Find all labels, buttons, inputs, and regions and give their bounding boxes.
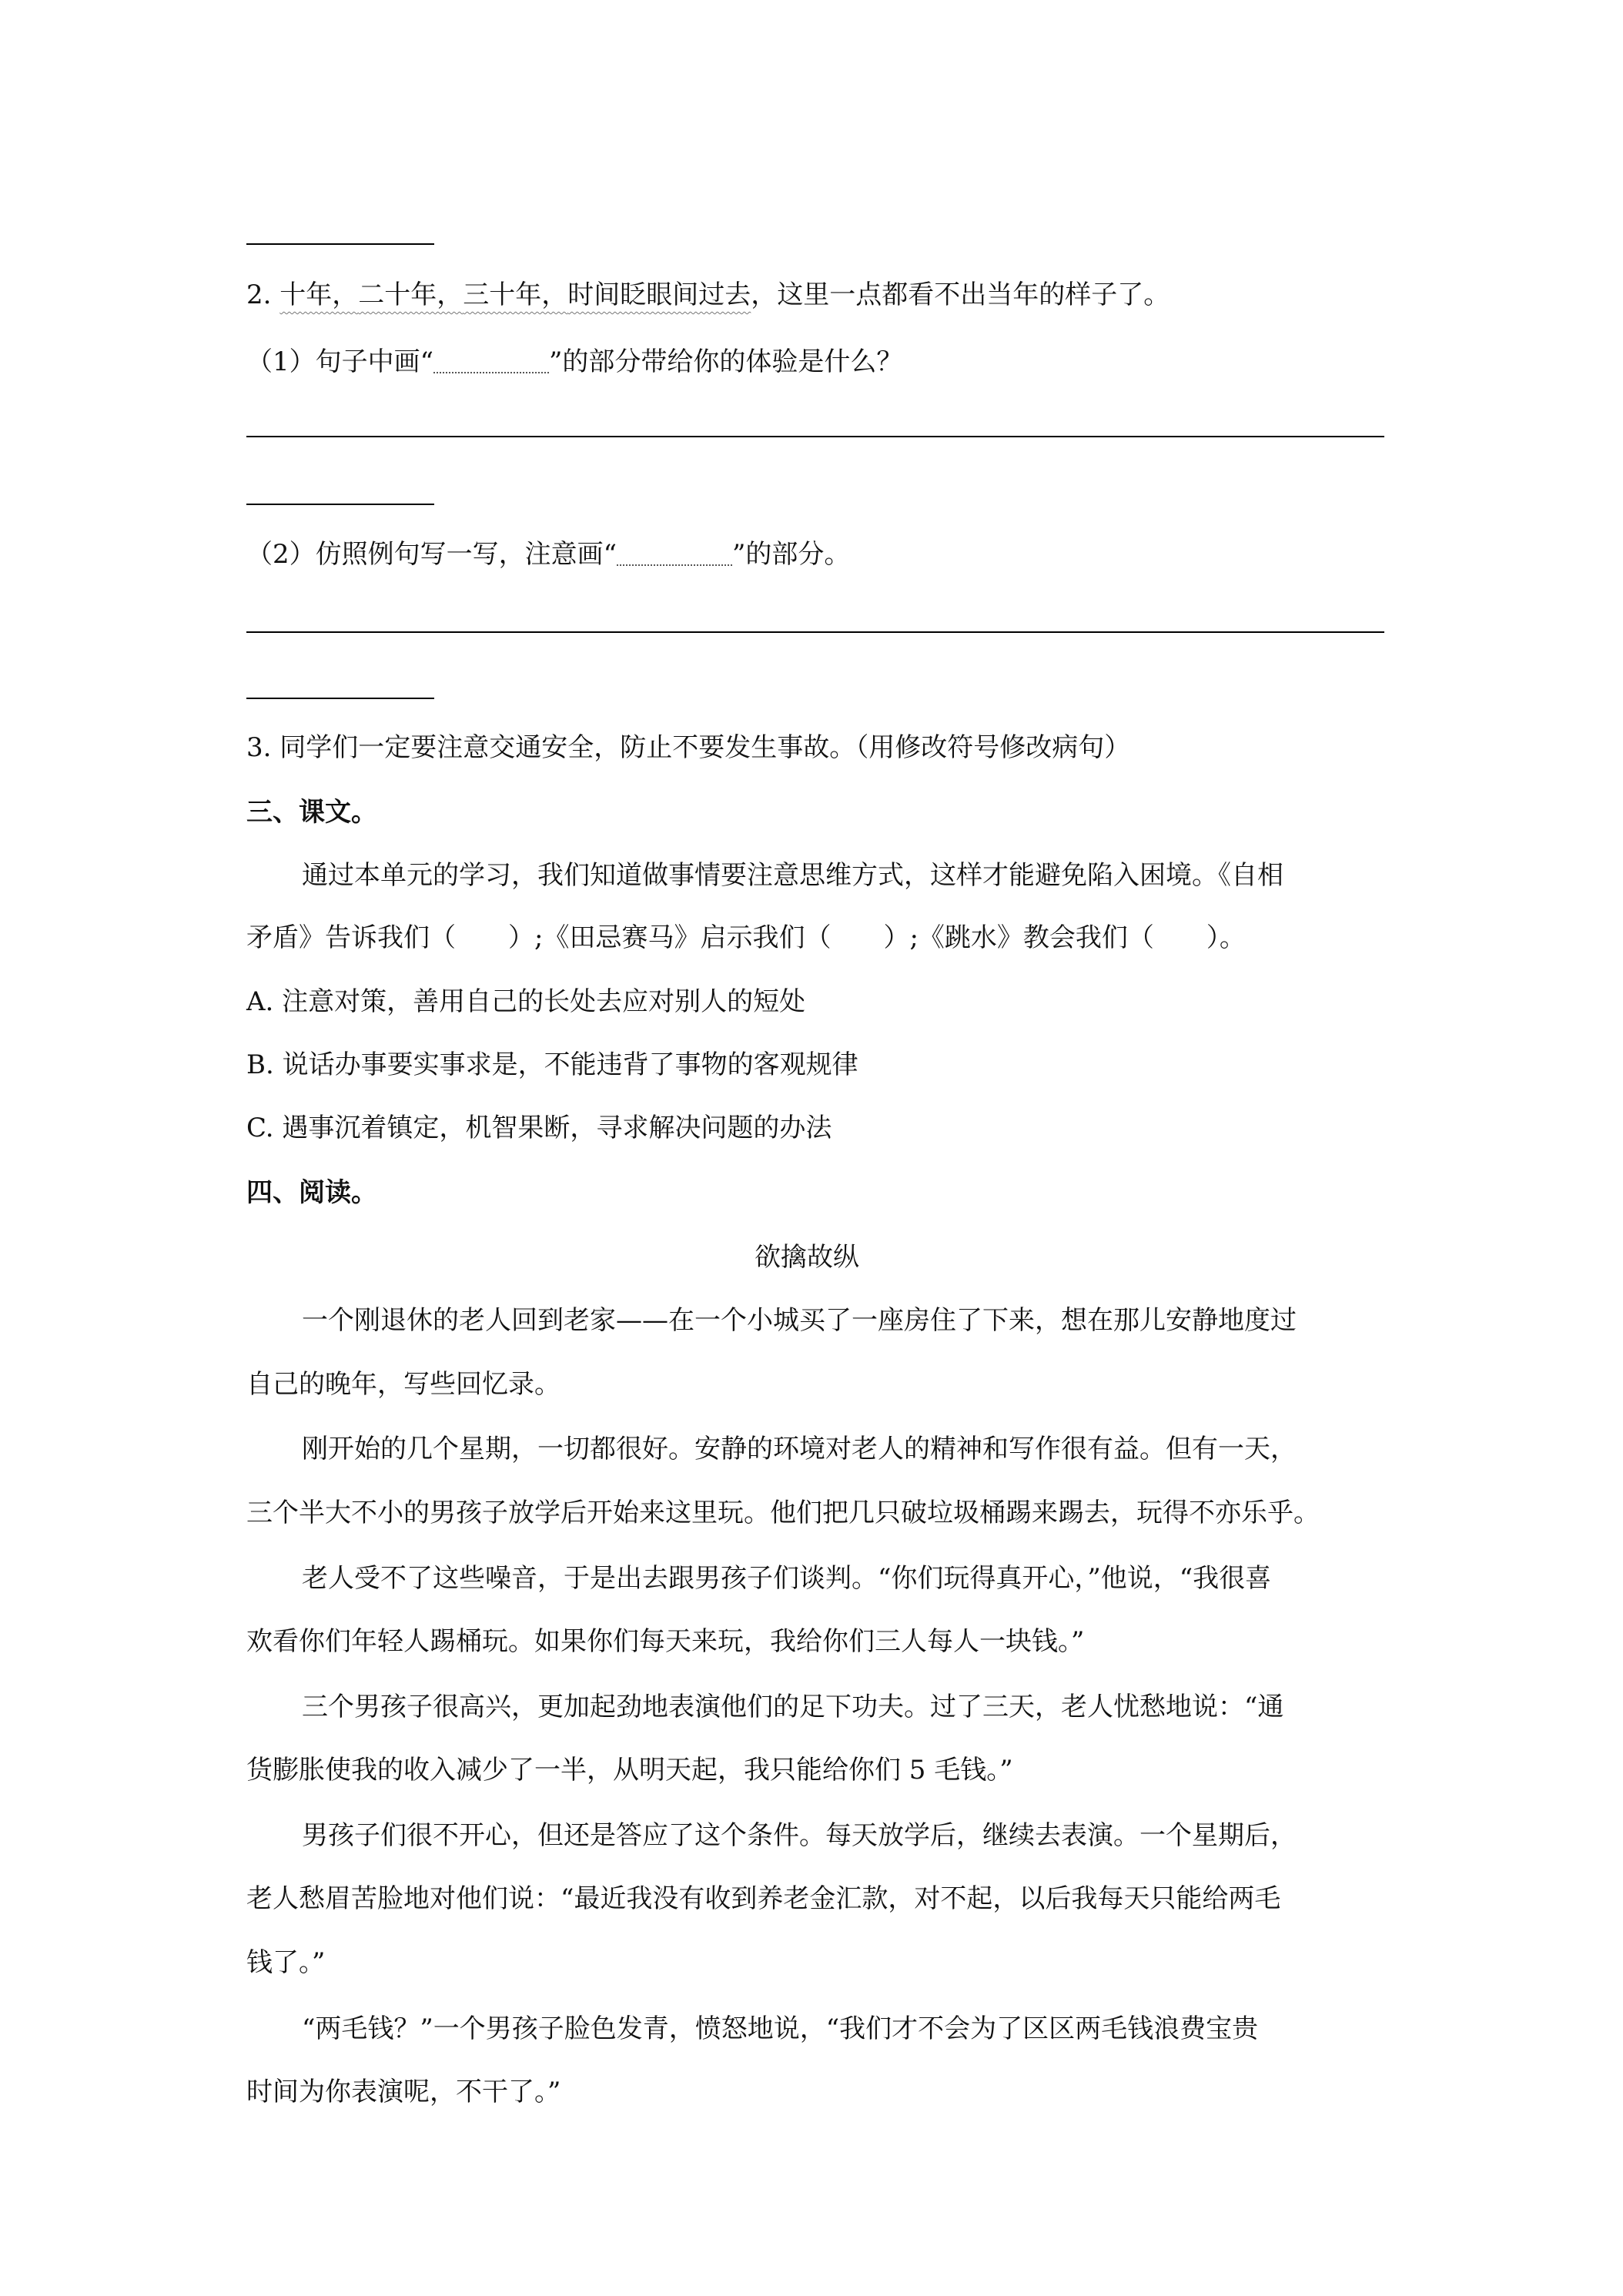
option-b: B. 说话办事要实事求是，不能违背了事物的客观规律 [246,1049,858,1080]
passage-line: 老人受不了这些噪音，于是出去跟男孩子们谈判。“你们玩得真开心，”他说，“我很喜 [302,1563,1272,1594]
option-c: C. 遇事沉着镇定，机智果断，寻求解决问题的办法 [246,1113,832,1143]
passage-line: 老人愁眉苦脸地对他们说：“最近我没有收到养老金汇款，对不起，以后我每天只能给两毛 [246,1883,1281,1914]
passage-line: 一个刚退休的老人回到老家——在一个小城买了一座房住了下来，想在那儿安静地度过 [302,1305,1297,1336]
sub-question-text: （2）仿照例句写一写，注意画“ [246,539,617,570]
passage-title: 欲擒故纵 [755,1242,859,1273]
sub-question-1 [246,343,902,381]
wavy-phrase: 十年， [279,279,359,310]
question-2 [246,276,1170,314]
question-number: 2. [246,279,272,310]
sentence-rest: ，这里一点都看不出当年的样子了。 [751,279,1170,310]
sub-question-2 [246,535,850,574]
sample-underline [617,538,732,566]
passage-line: 欢看你们年轻人踢桶玩。如果你们每天来玩，我给你们三人每人一块钱。” [246,1626,1085,1657]
passage-line: 时间为你表演呢，不干了。” [246,2077,561,2107]
section-heading: 四、阅读。 [246,1177,377,1208]
passage-line: “两毛钱？”一个男孩子脸色发青，愤怒地说，“我们才不会为了区区两毛钱浪费宝贵 [302,2013,1259,2044]
wavy-phrase: 时间眨眼间过去 [567,279,751,310]
answer-line[interactable] [246,504,434,505]
passage-line: 钱了。” [246,1947,326,1978]
sub-question-text: （1）句子中画“ [246,346,434,377]
passage-line: 货膨胀使我的收入减少了一半，从明天起，我只能给你们 5 毛钱。” [246,1755,1013,1786]
question-3: 3. 同学们一定要注意交通安全，防止不要发生事故。（用修改符号修改病句） [246,732,1131,763]
passage-line: 三个男孩子很高兴，更加起劲地表演他们的足下功夫。过了三天，老人忧愁地说：“通 [302,1692,1284,1722]
wavy-phrase: 三十年， [463,279,568,310]
sample-underline [433,346,549,373]
answer-line[interactable] [246,436,1384,437]
option-a: A. 注意对策，善用自己的长处去应对别人的短处 [246,986,806,1017]
passage-line: 三个半大不小的男孩子放学后开始来这里玩。他们把几只破垃圾桶踢来踢去，玩得不亦乐乎。 [246,1498,1320,1528]
passage-line: 自己的晚年，写些回忆录。 [246,1369,561,1400]
sub-question-text: ”的部分。 [732,539,851,570]
answer-line[interactable] [246,631,1384,633]
wavy-phrase: 二十年， [358,279,463,310]
answer-line[interactable] [246,243,434,245]
paragraph-line: 矛盾》告诉我们（ ）;《田忌赛马》启示我们（ ）;《跳水》教会我们（ ）。 [246,922,1246,953]
passage-line: 男孩子们很不开心，但还是答应了这个条件。每天放学后，继续去表演。一个星期后， [302,1820,1297,1851]
passage-line: 刚开始的几个星期，一切都很好。安静的环境对老人的精神和写作很有益。但有一天， [302,1434,1297,1464]
answer-line[interactable] [246,698,434,699]
section-heading: 三、课文。 [246,797,377,828]
sub-question-text: ”的部分带给你的体验是什么？ [549,346,903,377]
paragraph-line: 通过本单元的学习，我们知道做事情要注意思维方式，这样才能避免陷入困境。《自相 [302,860,1283,891]
